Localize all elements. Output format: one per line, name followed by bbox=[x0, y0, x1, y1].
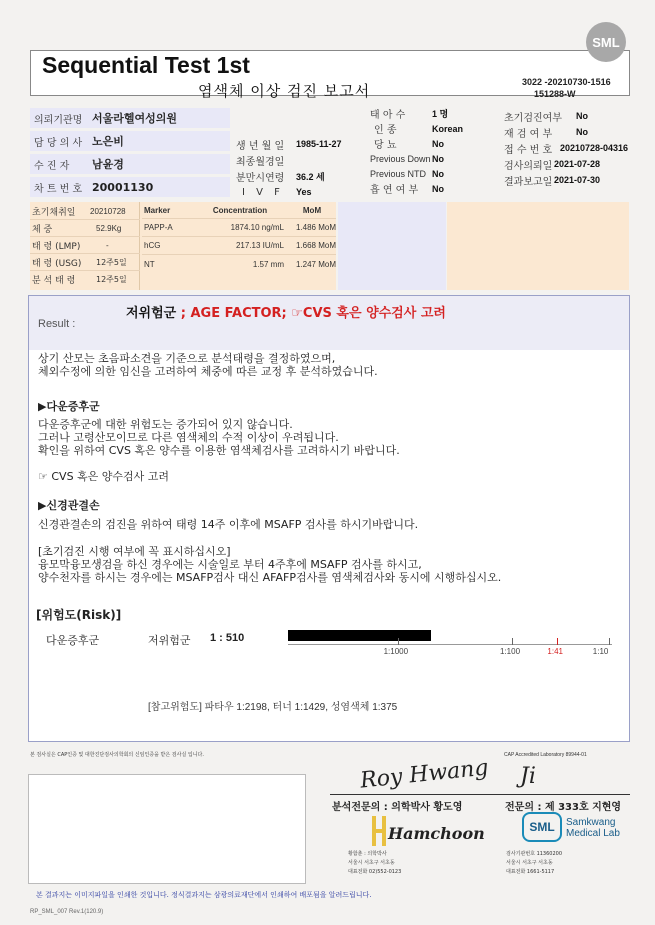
info-value: No bbox=[576, 127, 588, 137]
hamchoon-h-bar bbox=[372, 829, 386, 833]
info-value: No bbox=[432, 183, 444, 194]
info-label: I V F bbox=[242, 186, 284, 198]
info-row bbox=[504, 108, 644, 124]
info-row bbox=[504, 140, 644, 156]
accreditation-note: 본 검사실은 CAP인증 및 대한진단검사의학회의 신임인증을 받은 검사실 입니다. bbox=[30, 752, 204, 758]
info-row bbox=[504, 156, 644, 172]
info-label: 검사의뢰일 bbox=[504, 160, 553, 172]
info-label: 재 검 여 부 bbox=[504, 128, 553, 140]
sample-value: - bbox=[106, 240, 109, 250]
info-value: 남윤경 bbox=[92, 158, 124, 171]
info-value: No bbox=[432, 168, 444, 179]
sml-footer-logo-text: SML bbox=[529, 820, 555, 834]
marker-conc: 1.57 mm bbox=[252, 259, 284, 269]
report-subnumber: 151288-W bbox=[534, 89, 576, 99]
info-value: 노은비 bbox=[92, 135, 124, 148]
info-row bbox=[370, 166, 498, 181]
info-label: 생 년 월 일 bbox=[236, 140, 285, 152]
concentration-header: Concentration bbox=[212, 206, 268, 215]
report-title: Sequential Test 1st bbox=[42, 52, 250, 78]
marker-name: hCG bbox=[144, 241, 161, 250]
risk-axis bbox=[288, 644, 612, 645]
info-value: No bbox=[432, 138, 444, 149]
sml-name-line: Medical Lab bbox=[566, 828, 620, 839]
ntd-line: 신경관결손의 검진을 위하여 태령 14주 이후에 MSAFP 검사를 하시기바랍니다. bbox=[38, 518, 419, 531]
signature-line bbox=[330, 794, 630, 795]
hamchoon-info bbox=[348, 850, 401, 877]
patient-info-mid bbox=[236, 136, 364, 200]
info-row bbox=[236, 184, 364, 200]
risk-name: 다운증후군 bbox=[46, 634, 100, 647]
info-row bbox=[236, 168, 364, 184]
info-value: 2021-07-30 bbox=[554, 175, 601, 185]
sample-row bbox=[30, 220, 140, 237]
risk-tick bbox=[512, 638, 513, 645]
cap-note: CAP Accredited Laboratory 89944-01 bbox=[504, 752, 587, 758]
info-value: Korean bbox=[432, 123, 464, 134]
sample-label: 체 중 bbox=[32, 224, 53, 235]
hamchoon-info-line: 서울시 서초구 서초동 bbox=[348, 860, 395, 866]
hamchoon-logo bbox=[372, 816, 485, 848]
marker-conc: 217.13 IU/mL bbox=[235, 241, 284, 250]
info-value: 1985-11-27 bbox=[296, 139, 342, 149]
sample-label: 초기채취일 bbox=[32, 207, 76, 218]
info-row bbox=[30, 154, 230, 174]
sml-name-line: Samkwang bbox=[566, 817, 616, 828]
sml-logo-text: SML bbox=[592, 34, 620, 50]
down-line: 다운증후군에 대한 위험도는 증가되어 있지 않습니다. bbox=[38, 418, 293, 431]
info-value: 서울라헬여성의원 bbox=[92, 112, 178, 125]
sample-value: 12주5일 bbox=[96, 257, 127, 267]
risk-scale bbox=[288, 628, 612, 660]
info-value: Yes bbox=[296, 187, 312, 197]
info-row bbox=[370, 181, 498, 196]
marker-header: Marker bbox=[144, 206, 171, 215]
marker-name: PAPP-A bbox=[144, 223, 173, 232]
result-label: Result : bbox=[38, 318, 76, 330]
remarks-box bbox=[28, 774, 306, 884]
info-row bbox=[370, 106, 498, 121]
down-title: ▶다운증후군 bbox=[38, 400, 100, 413]
info-label: 접 수 번 호 bbox=[504, 144, 553, 156]
risk-ratio: 1 : 510 bbox=[210, 632, 245, 644]
info-row bbox=[236, 136, 364, 152]
info-value: No bbox=[576, 111, 588, 121]
mom-header: MoM bbox=[302, 206, 322, 215]
result-age-factor: ; AGE FACTOR; bbox=[180, 306, 287, 321]
result-body bbox=[38, 352, 626, 584]
info-value: No bbox=[432, 153, 444, 164]
marker-conc: 1874.10 ng/mL bbox=[230, 223, 284, 232]
info-value: 2021-07-28 bbox=[554, 159, 601, 169]
sample-block bbox=[30, 203, 140, 288]
early-line: 양수천자를 하시는 경우에는 MSAFP검사 대신 AFAFP검사를 염색체검사와 동시에 시행하십시오. bbox=[38, 571, 502, 584]
info-row bbox=[504, 124, 644, 140]
marker-row bbox=[142, 219, 336, 237]
info-label: Previous NTD bbox=[370, 168, 427, 179]
marker-mom: 1.486 MoM bbox=[295, 223, 336, 232]
marker-row bbox=[142, 255, 336, 273]
risk-tick-label: 1:41 bbox=[547, 647, 563, 656]
info-label: 분만시연령 bbox=[236, 172, 285, 184]
info-label: Previous Down bbox=[370, 153, 431, 164]
down-line: 그러나 고령산모이므로 다른 염색체의 수적 이상이 우려됩니다. bbox=[38, 431, 339, 444]
result-headline bbox=[126, 302, 446, 321]
form-code: RP_SML_007 Rev.1(120.9) bbox=[30, 909, 104, 915]
risk-tick bbox=[609, 638, 610, 645]
info-row bbox=[236, 152, 364, 168]
sample-label: 태 령 (LMP) bbox=[32, 241, 81, 252]
risk-tick-label: 1:100 bbox=[500, 647, 521, 656]
info-row bbox=[370, 136, 498, 151]
intro-line: 체외수정에 의한 임신을 고려하여 체중에 따른 교정 후 분석하였습니다. bbox=[38, 365, 378, 378]
marker-row bbox=[142, 237, 336, 255]
info-label: 태 아 수 bbox=[370, 110, 406, 121]
info-label: 담 당 의 사 bbox=[34, 137, 83, 149]
reference-risk: [참고위험도] 파타우 1:2198, 터너 1:1429, 성염색체 1:375 bbox=[148, 702, 398, 713]
info-row bbox=[30, 131, 230, 151]
empty-peach-panel bbox=[447, 202, 629, 290]
hamchoon-info-line: 대표전화 02)552-0123 bbox=[348, 869, 402, 875]
sml-name bbox=[566, 817, 620, 839]
intro-line: 상기 산모는 초음파소견을 기준으로 분석태령을 결정하였으며, bbox=[38, 352, 336, 365]
sample-row bbox=[30, 237, 140, 254]
cvs-line: ☞ CVS 혹은 양수검사 고려 bbox=[38, 470, 170, 483]
sample-row bbox=[30, 271, 140, 288]
sample-value: 20210728 bbox=[90, 206, 126, 216]
info-value: 20210728-04316 bbox=[560, 143, 629, 153]
info-label: 흡 연 여 부 bbox=[370, 185, 419, 196]
sml-logo bbox=[586, 22, 626, 62]
info-label: 인 종 bbox=[374, 125, 397, 136]
result-level: 저위험군 bbox=[126, 306, 177, 321]
info-value: 36.2 세 bbox=[296, 171, 325, 182]
info-label: 결과보고일 bbox=[504, 176, 553, 188]
sample-row bbox=[30, 203, 140, 220]
risk-bar bbox=[288, 630, 431, 641]
info-label: 의뢰기관명 bbox=[34, 114, 83, 126]
sml-info-line: 대표전화 1661-5117 bbox=[506, 869, 555, 875]
info-row bbox=[30, 177, 230, 197]
info-label: 수 진 자 bbox=[34, 160, 70, 172]
analyst-name: 분석전문의 : 의학박사 황도영 bbox=[332, 802, 463, 813]
sml-info-line: 검사기관번호 11360200 bbox=[506, 851, 563, 857]
info-value: 1 명 bbox=[432, 109, 449, 119]
risk-tick bbox=[557, 638, 558, 645]
sample-value: 52.9Kg bbox=[96, 223, 122, 233]
info-value: 20001130 bbox=[92, 180, 154, 194]
analyst-signature-icon: Roy Hwang bbox=[359, 755, 490, 794]
report-number: 3022 -20210730-1516 bbox=[522, 77, 611, 87]
down-line: 확인을 위하여 CVS 혹은 양수를 이용한 염색체검사를 고려하시기 바랍니다. bbox=[38, 444, 400, 457]
sml-info-line: 서울시 서초구 서초동 bbox=[506, 860, 553, 866]
info-label: 초기검진여부 bbox=[504, 112, 562, 124]
disclaimer: 본 결과지는 이미지파일을 인쇄한 것입니다. 정식결과지는 삼광의료재단에서 인쇄하여 배포됨을 알려드립니다. bbox=[36, 891, 372, 899]
info-label: 최종월경일 bbox=[236, 156, 285, 168]
sample-label: 분 석 태 령 bbox=[32, 276, 76, 286]
marker-header-row bbox=[142, 203, 336, 219]
risk-level: 저위험군 bbox=[148, 634, 191, 647]
info-row bbox=[504, 172, 644, 188]
marker-table bbox=[142, 203, 336, 273]
patient-info-left bbox=[30, 108, 230, 197]
info-row bbox=[30, 108, 230, 128]
specialist-name: 전문의 : 제 333호 지현영 bbox=[505, 802, 622, 813]
specialist-signature-icon: Ji bbox=[520, 764, 536, 789]
empty-lavender-panel bbox=[338, 202, 446, 290]
info-row bbox=[370, 121, 498, 136]
marker-mom: 1.668 MoM bbox=[295, 241, 336, 250]
risk-tick bbox=[398, 638, 399, 645]
hamchoon-text: Hamchoon bbox=[388, 824, 485, 843]
info-row bbox=[370, 151, 498, 166]
patient-info-right bbox=[504, 108, 644, 188]
risk-tick-label: 1:10 bbox=[592, 647, 609, 656]
marker-mom: 1.247 MoM bbox=[295, 259, 336, 269]
sample-value: 12주5일 bbox=[96, 275, 127, 284]
info-label: 차 트 번 호 bbox=[34, 183, 83, 195]
marker-name: NT bbox=[144, 259, 155, 269]
patient-info-mid2 bbox=[370, 106, 498, 196]
hamchoon-info-line: 황함춘 : 의학박사 bbox=[348, 851, 387, 857]
sample-label: 태 령 (USG) bbox=[32, 258, 82, 269]
result-recommendation: ☞CVS 혹은 양수검사 고려 bbox=[291, 306, 446, 321]
sample-row bbox=[30, 254, 140, 271]
sml-footer-logo bbox=[522, 812, 562, 842]
ntd-title: ▶신경관결손 bbox=[38, 499, 100, 512]
risk-tick-label: 1:1000 bbox=[383, 647, 409, 656]
sml-info bbox=[506, 850, 562, 877]
early-line: [초기검진 시행 여부에 꼭 표시하십시오] bbox=[38, 545, 231, 558]
info-label: 당 뇨 bbox=[374, 140, 397, 151]
early-line: 융모막융모생검을 하신 경우에는 시술일로 부터 4주후에 MSAFP 검사를 하시고, bbox=[38, 558, 422, 571]
risk-title: [위험도(Risk)] bbox=[36, 608, 122, 622]
report-subtitle: 염색체 이상 검진 보고서 bbox=[198, 82, 371, 100]
